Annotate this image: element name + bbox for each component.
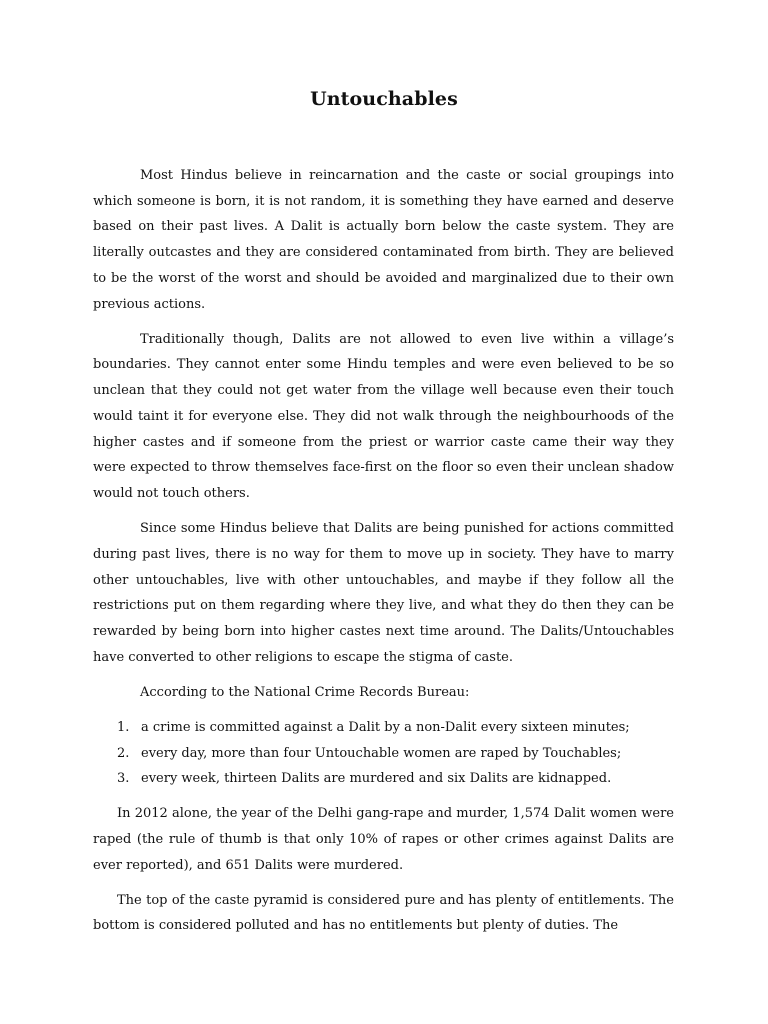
list-item-number: 3. <box>117 771 130 787</box>
list-item-number: 2. <box>117 745 130 761</box>
paragraph-reincarnation: Most Hindus believe in reincarnation and the caste or social groupings into which someone is born, it is not random, it is something they have earned and deserve based on their past lives. A Dalit is actually born below the caste system. They are literally outcastes and they are considered contaminated from birth. They are believed to be the worst of the worst and should be avoided and marginalized due to their own previous actions. <box>93 168 674 312</box>
list-intro: According to the National Crime Records Bureau: <box>140 684 470 700</box>
crime-statistics-list <box>93 715 674 792</box>
list-item <box>93 766 674 792</box>
page-title: Untouchables <box>310 88 458 110</box>
list-item-text: every week, thirteen Dalits are murdered and six Dalits are kidnapped. <box>141 771 612 787</box>
paragraph-2012-statistics: In 2012 alone, the year of the Delhi gang-rape and murder, 1,574 Dalit women were raped (the rule of thumb is that only 10% of rapes or other crimes against Dalits are ever reported), and 651 Dalits were murdered. <box>93 806 674 873</box>
list-item-text: a crime is committed against a Dalit by a non-Dalit every sixteen minutes; <box>141 720 630 736</box>
list-item <box>93 741 674 767</box>
document-body <box>93 163 674 949</box>
paragraph-punishment: Since some Hindus believe that Dalits are being punished for actions committed during past lives, there is no way for them to move up in society. They have to marry other untouchables, live with other untouchables, and maybe if they follow all the restrictions put on them regarding where they live, and what they do then they can be rewarded by being born into higher castes next time around. The Dalits/Untouchables have converted to other religions to escape the stigma of caste. <box>93 521 674 665</box>
list-item-number: 1. <box>117 720 130 736</box>
paragraph-tradition: Traditionally though, Dalits are not allowed to even live within a village’s boundaries. They cannot enter some Hindu temples and were even believed to be so unclean that they could not get water from the village well because even their touch would taint it for everyone else. They did not walk through the neighbourhoods of the higher castes and if someone from the priest or warrior caste came their way they were expected to throw themselves face-first on the floor so even their unclean shadow would not touch others. <box>93 331 674 501</box>
list-item <box>93 715 674 741</box>
list-item-text: every day, more than four Untouchable women are raped by Touchables; <box>141 745 622 761</box>
paragraph-caste-pyramid: The top of the caste pyramid is considered pure and has plenty of entitlements. The bottom is considered polluted and has no entitlements but plenty of duties. The <box>93 892 674 934</box>
